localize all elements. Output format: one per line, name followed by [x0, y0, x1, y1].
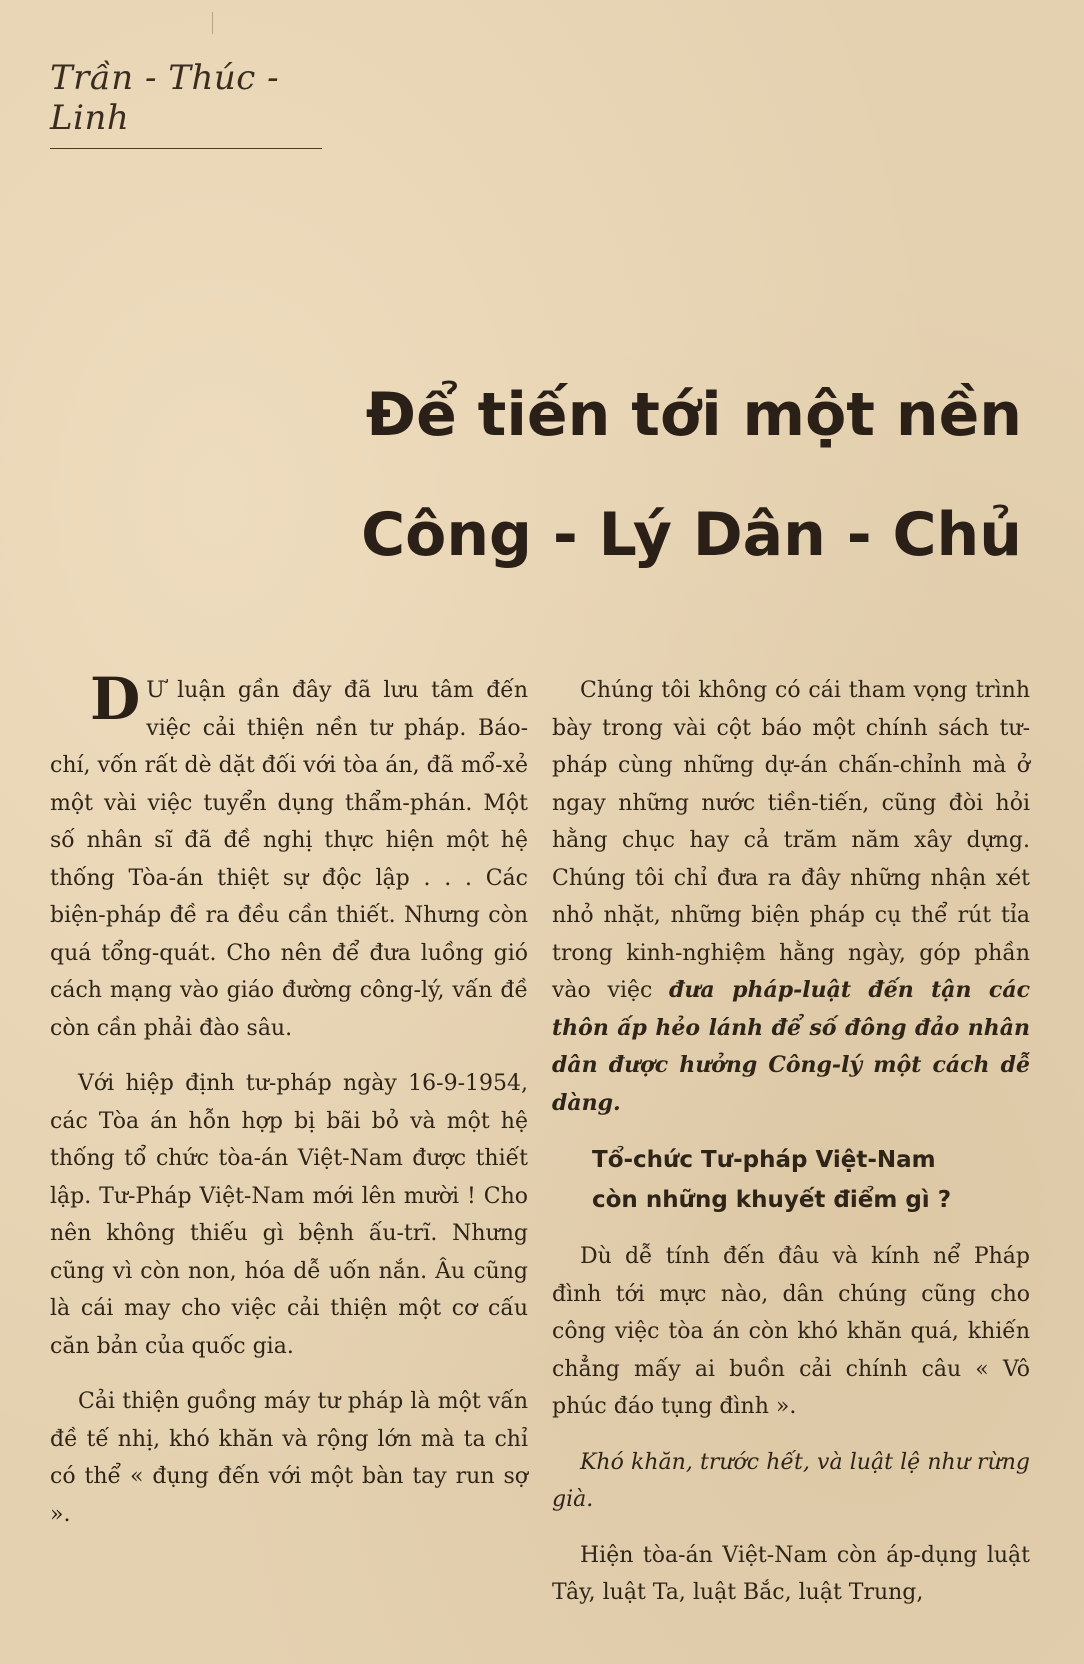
paragraph: Với hiệp định tư-pháp ngày 16-9-1954, các Tòa án hỗn hợp bị bãi bỏ và một hệ thống tổ chức tòa-án Việt-Nam được thiết lập. Tư-Pháp Việt-Nam mới lên mười ! Cho nên không thiếu gì bệnh ấu-trĩ. Nhưng cũng vì còn non, hóa dễ uốn nắn. Âu cũng là cái may cho việc cải thiện một cơ cấu căn bản của quốc gia.	[50, 1071, 528, 1359]
article-title	[322, 380, 1022, 570]
paragraph-text: Ư luận gần đây đã lưu tâm đến việc cải thiện nền tư pháp. Báo-chí, vốn rất dè dặt đối với tòa án, đã mổ-xẻ một vài việc tuyển dụng thẩm-phán. Một số nhân sĩ đã đề nghị thực hiện một hệ thống Tòa-án thiệt sự độc lập . . . Các biện-pháp đề ra đều cần thiết. Nhưng còn quá tổng-quát. Cho nên để đưa luồng gió cách mạng vào giáo đường công-lý, vấn đề còn cần phải đào sâu.	[50, 678, 528, 1041]
section-heading-line-2: còn những khuyết điểm gì ?	[592, 1187, 952, 1213]
left-column	[50, 665, 528, 1551]
title-line-1: Để tiến tới một nền	[365, 380, 1022, 450]
paragraph-text: Chúng tôi không có cái tham vọng trình bày trong vài cột báo một chính sách tư-pháp cùng những dự-án chấn-chỉnh mà ở ngay những nước tiền-tiến, cũng đòi hỏi hằng chục hay cả trăm năm xây dựng. Chúng tôi chỉ đưa ra đây những nhận xét nhỏ nhặt, những biện pháp cụ thể rút tỉa trong kinh-nghiệm hằng ngày, góp phần vào việc	[552, 678, 1030, 1003]
paragraph	[50, 665, 528, 1047]
author-signature: Trần - Thúc - Linh	[50, 58, 322, 149]
paragraph: Cải thiện guồng máy tư pháp là một vấn đề tế nhị, khó khăn và rộng lớn mà ta chỉ có thể « đụng đến với một bàn tay run sợ ».	[50, 1389, 528, 1527]
section-heading	[592, 1140, 1030, 1220]
italic-paragraph: Khó khăn, trước hết, và luật lệ như rừng già.	[552, 1449, 1030, 1512]
title-line-2: Công - Lý Dân - Chủ	[361, 500, 1022, 570]
right-column	[552, 672, 1030, 1630]
paragraph	[552, 672, 1030, 1122]
drop-cap: D	[90, 665, 141, 733]
paragraph: Dù dễ tính đến đâu và kính nể Pháp đình tới mực nào, dân chúng cũng cho công việc tòa án còn khó khăn quá, khiến chẳng mấy ai buồn cải chính câu « Vô phúc đáo tụng đình ».	[552, 1244, 1030, 1419]
page-mark	[212, 12, 213, 34]
paragraph: Hiện tòa-án Việt-Nam còn áp-dụng luật Tây, luật Ta, luật Bắc, luật Trung,	[552, 1542, 1030, 1605]
emphasis-text: đưa pháp-luật đến tận các thôn ấp hẻo lánh để số đông đảo nhân dân được hưởng Công-lý một cách dễ dàng.	[552, 977, 1030, 1116]
section-heading-line-1: Tổ-chức Tư-pháp Việt-Nam	[592, 1147, 936, 1173]
